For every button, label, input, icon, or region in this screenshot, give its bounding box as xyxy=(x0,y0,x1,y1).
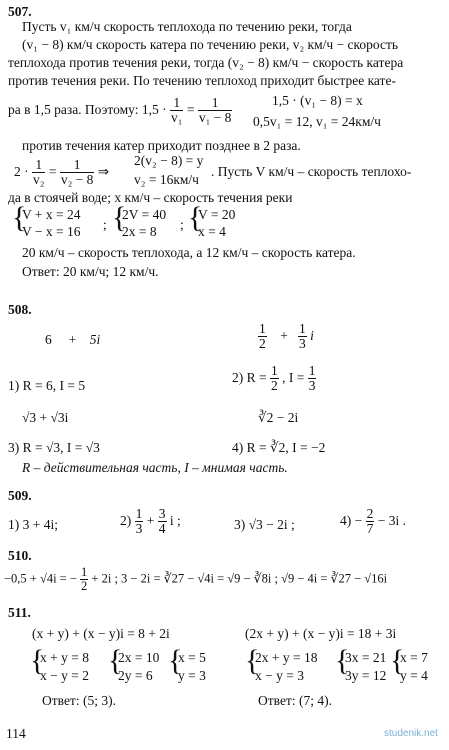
text: + 2i ; 3 − 2i = ∛27 − √4i = √9 − ∛8i ; √9 − 4i = ∛27 − √16i xyxy=(91,571,388,586)
watermark: studenik.net xyxy=(384,728,438,739)
answer-509-2 xyxy=(120,507,181,536)
text-line: да в стоячей воде; x км/ч – скорость течения реки xyxy=(8,190,293,205)
brace: { xyxy=(245,644,260,677)
answer-509-3: 3) √3 − 2i ; xyxy=(234,517,295,532)
text-line: против течения катер приходит позднее в 2 раза. xyxy=(22,138,301,153)
system-line: 2x = 10 xyxy=(118,650,160,665)
frac-num: 1 xyxy=(308,363,316,378)
text: i ; xyxy=(169,512,181,528)
frac-den: v₁ − 8 xyxy=(198,110,232,126)
equation-row-1 xyxy=(8,96,232,125)
frac-num: 1 xyxy=(35,157,43,172)
frac-num: 1 xyxy=(173,95,181,110)
frac-num: 1 xyxy=(271,363,278,378)
result-1: 1) R = 6, I = 5 xyxy=(8,378,86,393)
system-bottom: v₂ = 16км/ч xyxy=(134,172,199,187)
system-line: 3y = 12 xyxy=(345,668,387,683)
frac-num: 1 xyxy=(81,565,88,579)
frac-num: 1 xyxy=(73,157,81,172)
frac-den: 3 xyxy=(135,521,143,537)
result-4: 4) R = ∛2, I = −2 xyxy=(232,440,326,455)
text-line: (v₁ − 8) км/ч скорость катера по течению реки, v₂ км/ч − скорость xyxy=(22,37,399,52)
brace: { xyxy=(335,644,350,677)
answer-507: Ответ: 20 км/ч; 12 км/ч. xyxy=(22,264,159,279)
frac-den: 2 xyxy=(81,579,88,594)
system-line: V = 20 xyxy=(198,207,236,222)
frac-den: 4 xyxy=(158,521,166,537)
equation-511-left: (x + y) + (x − y)i = 8 + 2i xyxy=(32,626,170,641)
frac-den: 3 xyxy=(308,378,316,394)
text-line: Пусть v₁ км/ч скорость теплохода по течению реки, тогда xyxy=(22,19,352,34)
frac-num: 1 xyxy=(299,321,306,336)
answer-509-1: 1) 3 + 4i; xyxy=(8,517,58,532)
expr-right-1 xyxy=(258,322,314,351)
frac-den: 3 xyxy=(299,336,306,352)
system-line: V + x = 24 xyxy=(22,207,81,222)
frac-den: v₂ − 8 xyxy=(60,172,94,188)
result-2 xyxy=(232,364,316,393)
term: 5i xyxy=(89,332,101,347)
frac-num: 1 xyxy=(135,506,143,521)
equals: = xyxy=(48,163,57,179)
frac-den: v₂ xyxy=(33,172,45,188)
text: 2 · xyxy=(14,163,29,179)
task-511-heading: 511. xyxy=(8,605,31,620)
system-line: x − y = 3 xyxy=(255,668,304,683)
system-line: y = 3 xyxy=(178,668,206,683)
text-line: 20 км/ч – скорость теплохода, а 12 км/ч – скорость катера. xyxy=(22,245,356,260)
expr-left-1 xyxy=(45,332,100,348)
operator: + xyxy=(68,332,77,347)
text-line: теплохода против течения реки, тогда (v₂ − 8) км/ч − скорость катера xyxy=(8,55,404,70)
frac-num: 1 xyxy=(211,95,219,110)
brace: { xyxy=(390,644,405,677)
text: − 3i . xyxy=(377,512,406,528)
system-line: y = 4 xyxy=(400,668,428,683)
system-line: x = 5 xyxy=(178,650,206,665)
frac-den: 2 xyxy=(271,378,278,394)
system-line: 2x = 8 xyxy=(122,224,157,239)
system-line: 2V = 40 xyxy=(122,207,167,222)
system-line: x + y = 8 xyxy=(40,650,89,665)
brace: { xyxy=(30,644,45,677)
operator: + xyxy=(280,327,288,343)
brace: { xyxy=(108,644,123,677)
system-line: x − y = 2 xyxy=(40,668,89,683)
task-507-heading: 507. xyxy=(8,4,32,19)
side-equation-top: 1,5 · (v₁ − 8) = x xyxy=(272,93,363,108)
equation-511-right: (2x + y) + (x − y)i = 18 + 3i xyxy=(245,626,397,641)
brace: { xyxy=(168,644,183,677)
equation-row-2 xyxy=(14,158,109,187)
text: 4) − xyxy=(340,512,363,528)
frac-den: v₁ xyxy=(170,110,183,126)
text: , I = xyxy=(282,369,305,385)
separator: ; xyxy=(103,217,107,232)
task-510-heading: 510. xyxy=(8,548,32,563)
text-line: против течения реки. По течению теплоход приходит быстрее кате- xyxy=(8,73,396,88)
result-3: 3) R = √3, I = √3 xyxy=(8,440,100,455)
frac-num: 2 xyxy=(366,506,374,521)
page-number: 114 xyxy=(6,726,26,741)
system-line: x = 7 xyxy=(400,650,428,665)
frac-num: 3 xyxy=(158,506,166,521)
equals: = xyxy=(186,101,195,117)
task-509-heading: 509. xyxy=(8,488,32,503)
arrow: ⇒ xyxy=(97,163,110,179)
separator: ; xyxy=(180,217,184,232)
text-line: ра в 1,5 раза. Поэтому: 1,5 · xyxy=(8,101,167,117)
expr-right-3: ∛2 − 2i xyxy=(258,410,299,425)
system-line: 2y = 6 xyxy=(118,668,153,683)
system-line: x = 4 xyxy=(198,224,226,239)
term: 6 xyxy=(45,332,52,347)
text: −0,5 + √4i = − xyxy=(4,571,77,586)
side-equation-bottom: 0,5v₁ = 12, v₁ = 24км/ч xyxy=(253,114,381,129)
frac-num: 1 xyxy=(259,321,266,336)
imag-unit: i xyxy=(310,327,314,343)
brace: { xyxy=(112,201,127,234)
note-508: R – действительная часть, I – мнимая часть. xyxy=(22,460,288,475)
expr-left-3: √3 + √3i xyxy=(22,410,69,425)
operator: + xyxy=(146,512,155,528)
brace: { xyxy=(188,201,203,234)
system-line: V − x = 16 xyxy=(22,224,81,239)
system-top: 2(v₂ − 8) = y xyxy=(134,153,204,168)
task-508-heading: 508. xyxy=(8,302,32,317)
answer-511-right: Ответ: (7; 4). xyxy=(258,693,332,708)
answer-510 xyxy=(4,566,387,593)
frac-den: 2 xyxy=(259,336,266,352)
brace: { xyxy=(12,201,27,234)
frac-den: 7 xyxy=(366,521,374,537)
system-line: 2x + y = 18 xyxy=(255,650,318,665)
answer-511-left: Ответ: (5; 3). xyxy=(42,693,116,708)
system-line: 3x = 21 xyxy=(345,650,387,665)
answer-509-4 xyxy=(340,507,406,536)
text: 2) xyxy=(120,512,132,528)
text-line: . Пусть V км/ч – скорость теплохо- xyxy=(211,164,412,179)
text: 2) R = xyxy=(232,369,267,385)
